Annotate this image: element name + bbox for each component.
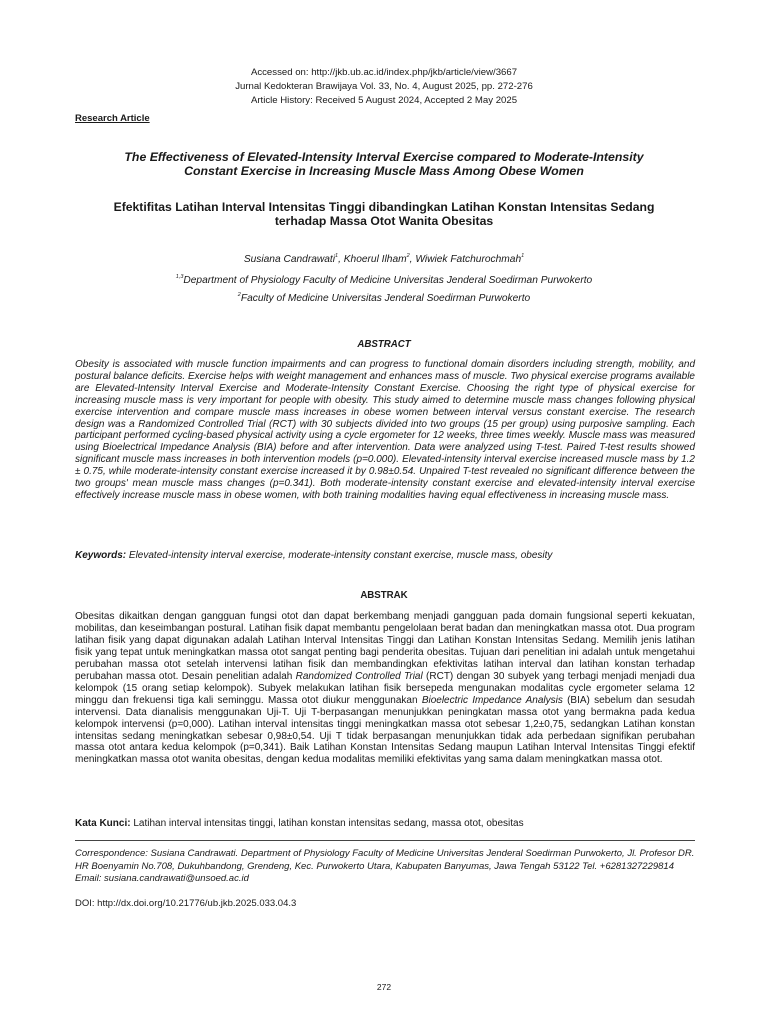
doi-line: DOI: http://dx.doi.org/10.21776/ub.jkb.2025.033.04.3 bbox=[75, 898, 297, 909]
kata-kunci-label: Kata Kunci: bbox=[75, 818, 131, 829]
abstrak-part-2: (RCT) dengan 30 subyek yang terbagi menjadi menjadi dua kelompok (15 orang setiap kelompok). Subyek melakukan latihan fisik bersepeda mengunakan modalitas cycle ergometer selama 12 minggu dan frekuensi tiga kali seminggu. Massa otot diukur menggunakan bbox=[75, 670, 695, 706]
title-english-line-1: The Effectiveness of Elevated-Intensity Interval Exercise compared to Moderate-Intensity bbox=[124, 150, 644, 164]
author-separator: , bbox=[338, 254, 344, 265]
title-indonesian-line-1: Efektifitas Latihan Interval Intensitas Tinggi dibandingkan Latihan Konstan Intensitas Sedang bbox=[113, 200, 655, 214]
kata-kunci bbox=[75, 818, 695, 830]
keywords-text: Elevated-intensity interval exercise, moderate-intensity constant exercise, muscle mass, obesity bbox=[126, 550, 553, 561]
author-2: Khoerul Ilham bbox=[343, 254, 407, 265]
affiliation-2-text: Faculty of Medicine Universitas Jenderal Soedirman Purwokerto bbox=[240, 293, 531, 304]
title-english bbox=[80, 150, 688, 178]
page-number: 272 bbox=[376, 982, 392, 992]
abstrak-text bbox=[75, 611, 695, 766]
affiliation-1 bbox=[0, 274, 768, 288]
affiliation-2-marker: 2 bbox=[237, 292, 241, 298]
article-type: Research Article bbox=[75, 113, 150, 124]
keywords bbox=[75, 550, 695, 562]
author-3: Wiwiek Fatchurochmah bbox=[415, 254, 522, 265]
author-separator: , bbox=[409, 254, 416, 265]
article-history: Article History: Received 5 August 2024, Accepted 2 May 2025 bbox=[250, 95, 518, 106]
affiliation-1-marker: 1,3 bbox=[175, 274, 184, 280]
accessed-line: Accessed on: http://jkb.ub.ac.id/index.php/jkb/article/view/3667 bbox=[250, 67, 518, 78]
title-indonesian bbox=[80, 201, 688, 228]
affiliation-2 bbox=[0, 292, 768, 306]
title-english-line-2: Constant Exercise in Increasing Muscle Mass Among Obese Women bbox=[184, 164, 584, 178]
journal-citation: Jurnal Kedokteran Brawijaya Vol. 33, No. 4, August 2025, pp. 272-276 bbox=[235, 81, 533, 92]
author-2-affiliation: 2 bbox=[406, 253, 410, 259]
author-3-affiliation: 1 bbox=[521, 253, 525, 259]
author-1: Susiana Candrawati bbox=[243, 254, 335, 265]
correspondence-note: Correspondence: Susiana Candrawati. Department of Physiology Faculty of Medicine Universitas Jenderal Soedirman Purwokerto, Jl. Profesor DR. HR Boenyamin No.708, Dukuhbandong, Grendeng, Kec. Purwokerto Utara, Kabupaten Banyumas, Jawa Tengah 53122 Tel. +6281327229814 Email: susiana.candrawati@unsoed.ac.id bbox=[75, 848, 695, 885]
abstract-text: Obesity is associated with muscle function impairments and can progress to functional domain disorders including strength, mobility, and postural balance deficits. Exercise helps with weight management and enhances mass of muscle. Two physical exercise programs available are Elevated-Intensity Interval Exercise and Moderate-Intensity Constant Exercise. Choosing the right type of physical exercise for increasing muscle mass is very important for people with obesity. This study aimed to determine muscle mass changes following physical exercise intervention and compare muscle mass increases in obese women between interval versus constant exercise. The research design was a Randomized Controlled Trial (RCT) with 30 subjects divided into two groups (15 per group) using purposive sampling. Each participant performed cycling-based physical activity using a cycle ergometer for 12 weeks, three times weekly. Muscle mass was measured using Bioelectrical Impedance Analysis (BIA) before and after intervention. Data were analyzed using T-test. Paired T-test results showed significant muscle mass increases in both intervention models (p=0.000). Elevated-intensity interval exercise increased muscle mass by 1.2 ± 0.75, while moderate-intensity constant exercise increased it by 0.98±0.54. Unpaired T-test revealed no significant difference between the two groups' mean muscle mass changes (p=0.341). Both moderate-intensity constant exercise and elevated-intensity interval exercise effectively increase muscle mass in obese women, with both training modalities having equal effectiveness in increasing muscle mass. bbox=[75, 359, 695, 501]
abstrak-part-3: (BIA) sebelum dan sesudah intervensi. Data dianalisis menggunakan Uji-T. Uji T-berpasangan menunjukkan peningkatan massa otot yang bermakna pada kedua kelompok intervensi (p=0,000). Latihan interval intensitas tinggi meningkatkan massa otot sebesar 1,2±0,75, sedangkan Latihan konstan intensitas sedang meningkatkan sebesar 0,98±0,54. Uji T tidak berpasangan menunjukkan tidak ada perbedaan signifikan perubahan massa otot antara kedua kelompok (p=0,341). Baik Latihan Konstan Intensitas Sedang maupun Latihan Interval Intensitas Tinggi efektif meningkatkan massa otot wanita obesitas, dengan kedua modalitas memiliki efektivitas yang sama dalam meningkatkan massa otot. bbox=[75, 694, 695, 766]
footnote-divider bbox=[75, 840, 695, 841]
kata-kunci-text: Latihan interval intensitas tinggi, latihan konstan intensitas sedang, massa otot, obesitas bbox=[130, 818, 524, 829]
abstract-heading: ABSTRACT bbox=[357, 339, 411, 350]
keywords-label: Keywords: bbox=[75, 550, 127, 561]
abstrak-bia-term: Bioelectric Impedance Analysis bbox=[421, 694, 563, 706]
abstrak-part-1: Obesitas dikaitkan dengan gangguan fungsi otot dan dapat berkembang menjadi gangguan pada domain fungsional seperti kekuatan, mobilitas, dan keseimbangan postural. Latihan fisik dapat membantu pengelolaan berat badan dan meningkatkan massa otot. Dua program latihan fisik yang dapat digunakan adalah Latihan Interval Intensitas Tinggi dan Latihan Konstan Intensitas Sedang. Memilih jenis latihan fisik yang tepat untuk meningkatkan massa otot sangat penting bagi penderita obesitas. Tujuan dari penelitian ini adalah untuk mengetahui perubahan massa otot setelah intervensi latihan fisik dan membandingkan efektivitas latihan interval dan latihan konstan terhadap perubahan massa otot. Desain penelitian adalah bbox=[75, 611, 695, 682]
abstrak-rct-term: Randomized Controlled Trial bbox=[295, 670, 423, 682]
affiliation-1-text: Department of Physiology Faculty of Medicine Universitas Jenderal Soedirman Purwokerto bbox=[183, 275, 593, 286]
abstrak-heading: ABSTRAK bbox=[360, 590, 408, 601]
author-list bbox=[0, 253, 768, 267]
author-1-affiliation: 1 bbox=[335, 253, 339, 259]
title-indonesian-line-2: terhadap Massa Otot Wanita Obesitas bbox=[274, 213, 494, 228]
